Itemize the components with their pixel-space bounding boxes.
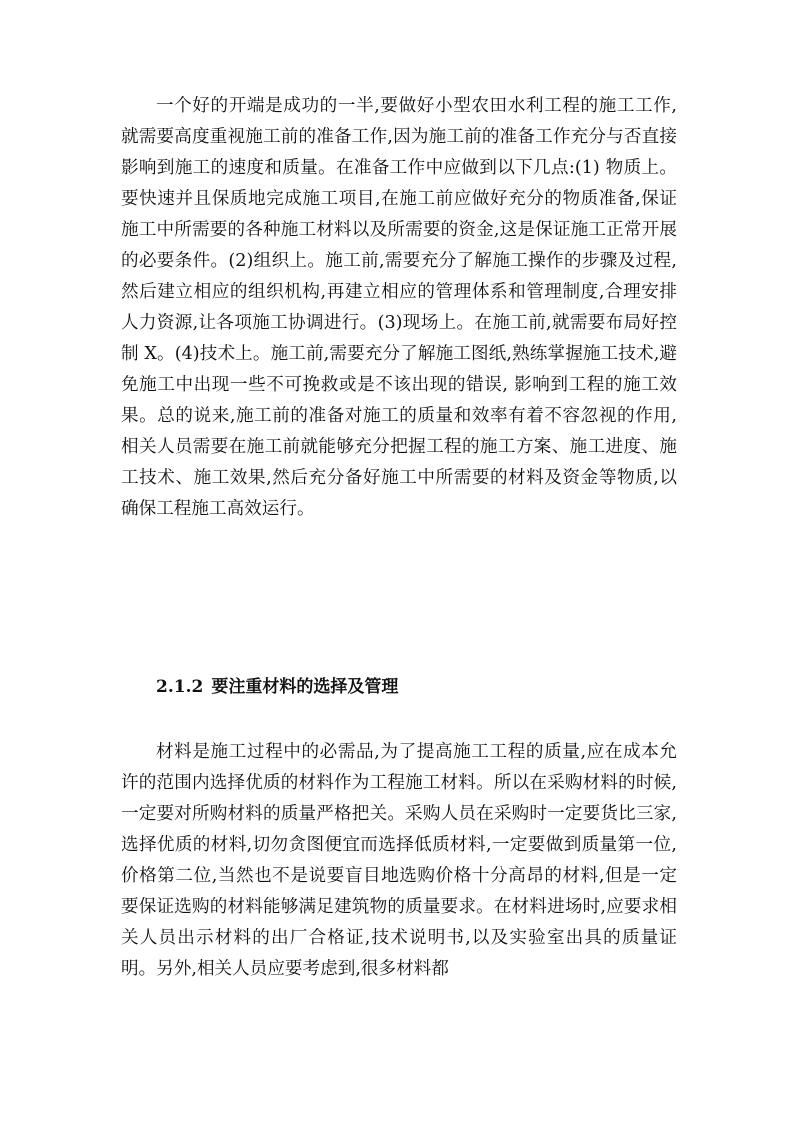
section-title: 要注重材料的选择及管理 (211, 677, 399, 697)
body-paragraph-preparation: 一个好的开端是成功的一半,要做好小型农田水利工程的施工工作, 就需要高度重视施工前的准备工作,因为施工前的准备工作充分与否直接影响到施工的速度和质量。在准备工作中应做到以下几点:(1) 物质上。要快速并且保质地完成施工项目,在施工前应做好充分的物质准备,保证施工中所需要的各种施工材料以及所需要的资金,这是保证施工正常开展的必要条件。(2)组织上。施工前,需要充分了解施工操作的步骤及过程,然后建立相应的组织机构,再建立相应的管理体系和管理制度,合理安排人力资源,让各项施工协调进行。(3)现场上。在施工前,就需要布局好控制 X。(4)技术上。施工前,需要充分了解施工图纸,熟练掌握施工技术,避免施工中出现一些不可挽救或是不该出现的错误, 影响到工程的施工效果。总的说来,施工前的准备对施工的质量和效率有着不容忽视的作用,相关人员需要在施工前就能够充分把握工程的施工方案、施工进度、施工技术、施工效果,然后充分备好施工中所需要的材料及资金等物质,以确保工程施工高效运行。 (121, 96, 677, 519)
section-number: 2.1.2 (156, 677, 204, 697)
body-paragraph-materials: 材料是施工过程中的必需品,为了提高施工工程的质量,应在成本允许的范围内选择优质的材料作为工程施工材料。所以在采购材料的时候,一定要对所购材料的质量严格把关。采购人员在采购时一定要货比三家,选择优质的材料,切勿贪图便宜而选择低质材料,一定要做到质量第一位,价格第二位,当然也不是说要盲目地选购价格十分高昂的材料,但是一定要保证选购的材料能够满足建筑物的质量要求。在材料进场时,应要求相关人员出示材料的出厂合格证,技术说明书,以及实验室出具的质量证明。另外,相关人员应要考虑到,很多材料都 (121, 742, 677, 979)
section-heading (156, 672, 398, 703)
